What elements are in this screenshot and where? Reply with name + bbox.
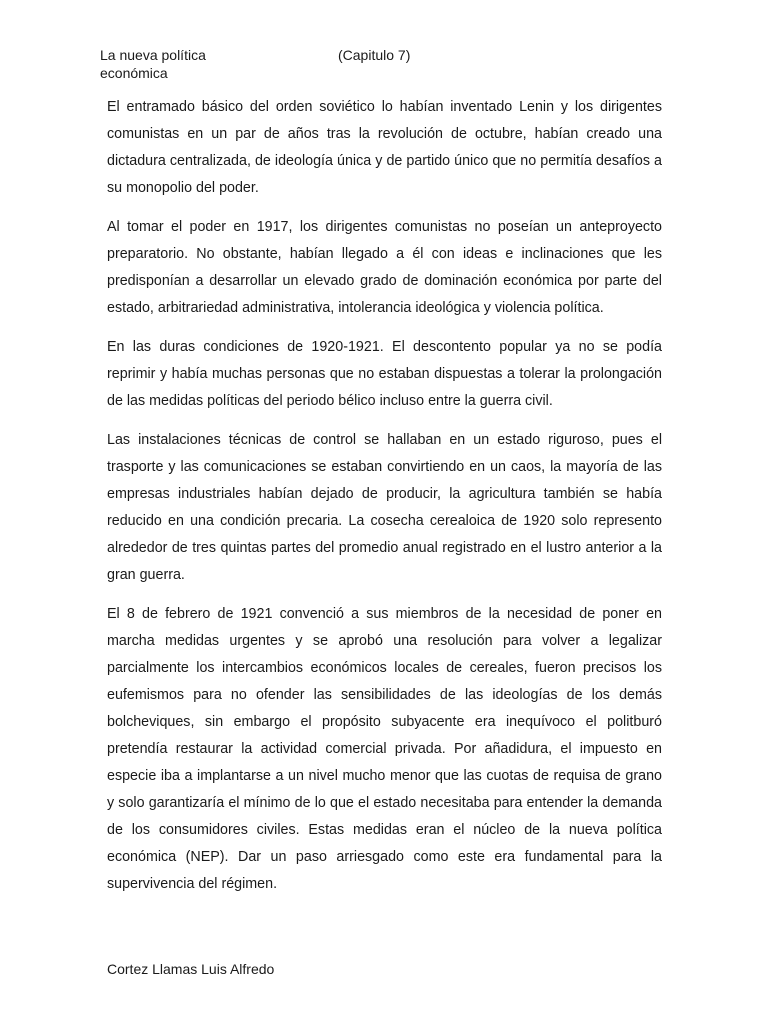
document-title: La nueva política económica [100, 47, 206, 81]
document-body [107, 94, 662, 910]
paragraph: El entramado básico del orden soviético lo habían inventado Lenin y los dirigentes comunistas en un par de años tras la revolución de octubre, habían creado una dictadura centralizada, de ideología única y de partido único que no permitía desafíos a su monopolio del poder. [107, 99, 662, 196]
author-name: Cortez Llamas Luis Alfredo [107, 961, 275, 977]
paragraph: Las instalaciones técnicas de control se hallaban en un estado riguroso, pues el trasporte y las comunicaciones se estaban convirtiendo en un caos, la mayoría de las empresas industriales habían dejado de producir, la agricultura también se había reducido en una condición precaria. La cosecha cerealoica de 1920 solo represento alrededor de tres quintas partes del promedio anual registrado en el lustro anterior a la gran guerra. [107, 432, 662, 583]
paragraph: En las duras condiciones de 1920-1921. El descontento popular ya no se podía reprimir y había muchas personas que no estaban dispuestas a tolerar la prolongación de las medidas políticas del periodo bélico incluso entre la guerra civil. [107, 339, 662, 409]
chapter-label: (Capitulo 7) [338, 47, 411, 63]
paragraph: El 8 de febrero de 1921 convenció a sus miembros de la necesidad de poner en marcha medidas urgentes y se aprobó una resolución para volver a legalizar parcialmente los intercambios económicos locales de cereales, fueron precisos los eufemismos para no ofender las sensibilidades de las ideologías de los demás bolcheviques, sin embargo el propósito subyacente era inequívoco el politburó pretendía restaurar la actividad comercial privada. Por añadidura, el impuesto en especie iba a implantarse a un nivel mucho menor que las cuotas de requisa de grano y solo garantizaría el mínimo de lo que el estado necesitaba para entender la demanda de los consumidores civiles. Estas medidas eran el núcleo de la nueva política económica (NEP). Dar un paso arriesgado como este era fundamental para la supervivencia del régimen. [107, 606, 662, 892]
paragraph: Al tomar el poder en 1917, los dirigentes comunistas no poseían un anteproyecto preparatorio. No obstante, habían llegado a él con ideas e inclinaciones que les predisponían a desarrollar un elevado grado de dominación económica por parte del estado, arbitrariedad administrativa, intolerancia ideológica y violencia política. [107, 219, 662, 316]
